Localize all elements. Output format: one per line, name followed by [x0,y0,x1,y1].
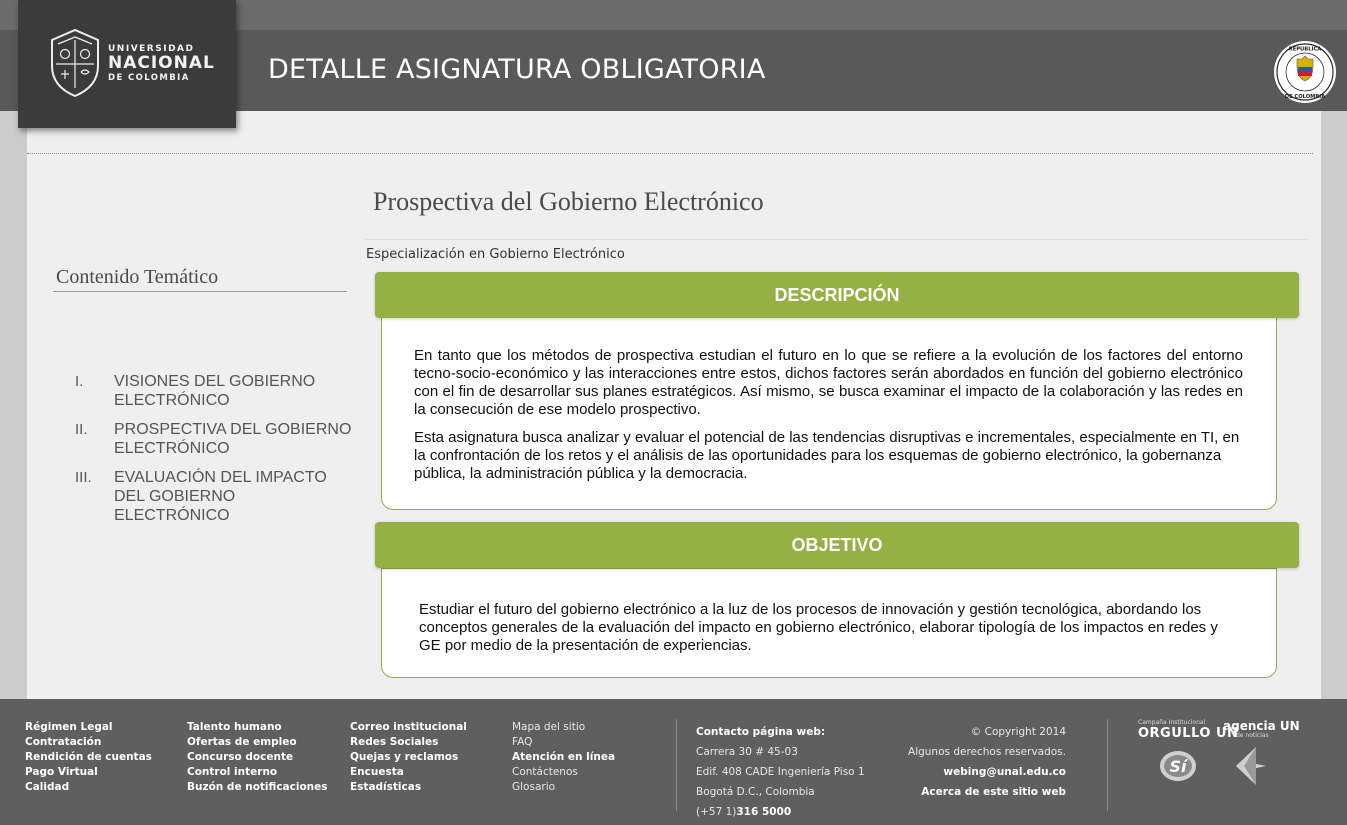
footer-link[interactable]: Atención en línea [512,751,616,763]
topic-item[interactable] [75,468,355,525]
objetivo-body [381,568,1277,678]
footer-link[interactable]: Buzón de notificaciones [187,781,328,793]
topic-item[interactable] [75,372,355,410]
footer-link[interactable]: Glosario [512,781,556,793]
footer-column-3 [350,720,467,795]
logo-line-2: NACIONAL [108,53,215,73]
contact-phone: 316 5000 [736,806,792,818]
university-logo[interactable] [18,0,236,128]
main-content [27,111,1321,699]
contact-city: Bogotá D.C., Colombia [696,786,815,798]
footer-link[interactable]: FAQ [512,736,533,748]
objetivo-paragraph: Estudiar el futuro del gobierno electrónico a la luz de los procesos de innovación y gestión tecnológica, abordando los conceptos generales de la evaluación del impacto en gobierno electrónico, elaborar tipología de los impactos en redes y GE por medio de la presentación de experiencias. [419,601,1218,654]
topic-number: II. [75,421,88,438]
logo-line-3: DE COLOMBIA [108,73,190,83]
footer-link[interactable]: Rendición de cuentas [25,751,152,763]
contact-block [696,722,865,822]
footer-link[interactable]: Encuesta [350,766,404,778]
topic-item[interactable] [75,420,355,458]
footer-column-4 [512,720,615,795]
logo-line-1: UNIVERSIDAD [108,44,195,54]
page-title: DETALLE ASIGNATURA OBLIGATORIA [268,54,766,85]
topic-number: III. [75,469,92,486]
rights-line: Algunos derechos reservados. [908,746,1066,758]
topic-number: I. [75,373,84,390]
orgullo-un-logo[interactable]: ORGULLO UN [1138,726,1239,741]
footer-column-2 [187,720,328,795]
objetivo-header[interactable]: OBJETIVO [375,522,1299,568]
seal-top-text: REPUBLICA [1288,46,1322,53]
page-footer [0,699,1347,825]
svg-text:Sí: Sí [1169,757,1187,776]
footer-divider [676,719,677,811]
dotted-divider [27,153,1313,154]
footer-link[interactable]: Control interno [187,766,278,778]
agencia-caption: de noticias [1236,732,1269,739]
footer-link[interactable]: Contáctenos [512,766,578,778]
footer-link[interactable]: Concurso docente [187,751,294,763]
contact-email-link[interactable]: webing@unal.edu.co [943,766,1066,778]
topic-list [75,372,355,535]
contact-title: Contacto página web: [696,726,826,738]
footer-link[interactable]: Régimen Legal [25,721,113,733]
footer-link[interactable]: Pago Virtual [25,766,98,778]
seal-bottom-text: DE COLOMBIA [1284,94,1326,100]
footer-column-1 [25,720,152,795]
topic-label: EVALUACIÓN DEL IMPACTO DEL GOBIERNO ELECTRÓNICO [114,469,327,524]
university-shield-icon [44,26,106,98]
descripcion-header[interactable]: DESCRIPCIÓN [375,272,1299,318]
descripcion-paragraph-2: Esta asignatura busca analizar y evaluar el potencial de las tendencias disruptivas e incrementales, especialmente en TI, en la confrontación de los retos y el análisis de las oportunidades para los esquemas de gobierno electrónico, la gobernanza pública, la administración pública y la democracia. [414,429,1240,482]
footer-divider [1107,719,1108,811]
campaign-caption: Campaña Institucional [1138,719,1206,726]
topic-label: PROSPECTIVA DEL GOBIERNO ELECTRÓNICO [114,421,352,457]
footer-link[interactable]: Talento humano [187,721,282,733]
contact-address-1: Carrera 30 # 45-03 [696,746,798,758]
footer-link[interactable]: Quejas y reclamos [350,751,459,763]
descripcion-body [381,317,1277,510]
colombia-seal-icon[interactable] [1273,40,1337,104]
contact-phone-prefix: (+57 1) [696,806,737,818]
descripcion-paragraph-1: En tanto que los métodos de prospectiva estudian el futuro en lo que se refiere a la evolución de los factores del entorno tecno-socio-económico y las interacciones entre estos, dichos factores serán abordados en función del gobierno electrónico con el fin de desarrollar sus planes estratégicos. Así mismo, se busca examinar el impacto de la colaboración y las redes en la consecución de ese modelo prospectivo. [414,347,1243,418]
footer-link[interactable]: Estadísticas [350,781,422,793]
footer-link[interactable]: Redes Sociales [350,736,439,748]
sidebar-title: Contenido Temático [56,266,219,288]
course-title: Prospectiva del Gobierno Electrónico [373,187,764,216]
copyright-line: © Copyright 2014 [970,726,1066,738]
agencia-un-logo[interactable]: agencia UN [1223,719,1300,733]
about-site-link[interactable]: Acerca de este sitio web [921,786,1066,798]
copyright-block [880,722,1066,802]
sidebar-divider [53,291,347,292]
title-divider [365,239,1308,240]
contact-address-2: Edif. 408 CADE Ingeniería Piso 1 [696,766,865,778]
footer-link[interactable]: Mapa del sitio [512,721,586,733]
si-logo-icon[interactable] [1158,748,1198,784]
program-name: Especialización en Gobierno Electrónico [366,247,625,262]
footer-link[interactable]: Ofertas de empleo [187,736,297,748]
footer-link[interactable]: Contratación [25,736,102,748]
arrow-logo-icon[interactable] [1232,745,1272,787]
footer-link[interactable]: Calidad [25,781,70,793]
topic-label: VISIONES DEL GOBIERNO ELECTRÓNICO [114,373,316,409]
footer-link[interactable]: Correo institucional [350,721,467,733]
